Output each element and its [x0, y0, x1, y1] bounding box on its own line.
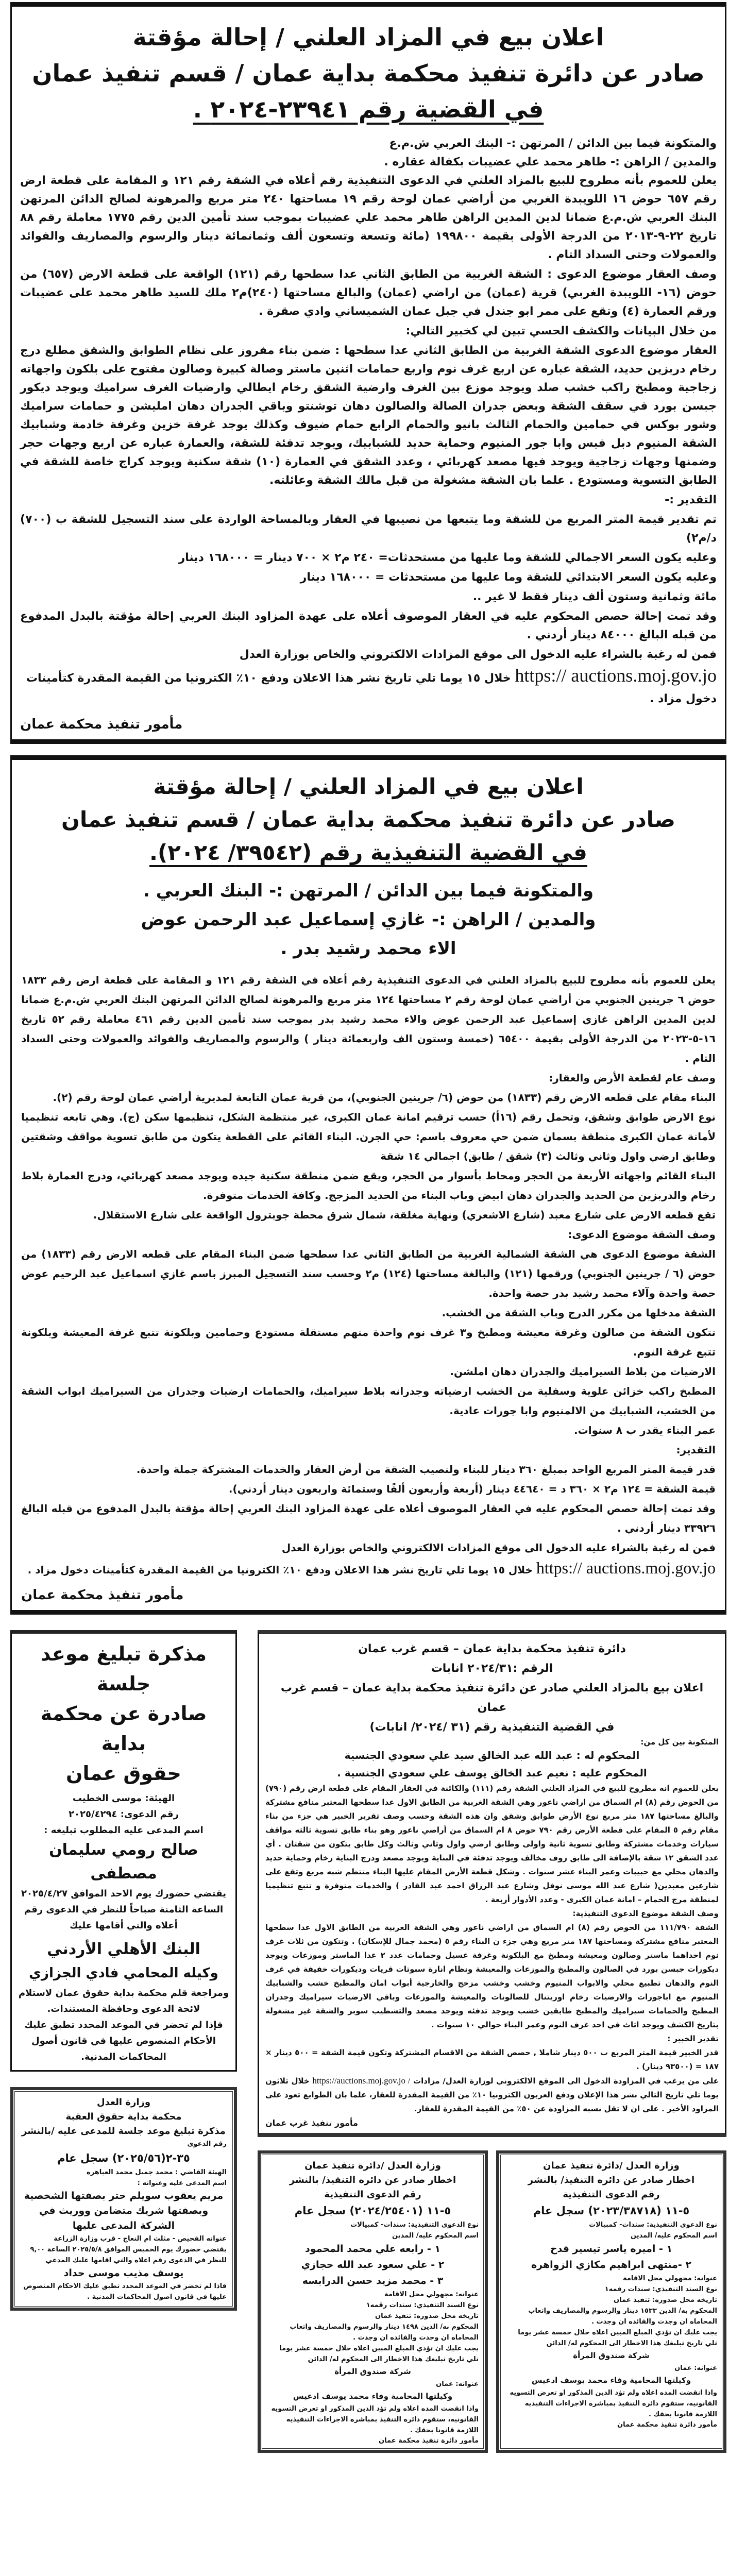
party-line: المحكوم له : عبد الله عبد الخالق سيد علي سعودي الجنسية [344, 1749, 640, 1761]
detail-line: تاريخه محل صدوره: تنفيذ عمان [375, 2312, 479, 2320]
party-line: المحكوم عليه : نعيم عبد الخالق يوسف علي سعودي الجنسية . [337, 1767, 647, 1779]
title-line: مذكرة تبليغ موعد جلسة [40, 1642, 207, 1695]
header-line: اخطار صادر عن دائره التنفيذ/ بالنشر [528, 2175, 695, 2185]
detail-line: نوع السند التنفيذي: سندات رقمه١ [604, 2285, 717, 2293]
paragraph: فمن له رغبة بالشراء عليه الدخول الى موقع المزادات الالكتروني والخاص بوزارة العدل [281, 1541, 716, 1554]
title-line: اعلان بيع في المزاد العلني / إحالة مؤقتة [153, 774, 584, 799]
title-line: صادر عن دائرة تنفيذ محكمة بداية عمان / قسم تنفيذ عمان [61, 807, 675, 832]
paragraph: عمر البناء يقدر ب ٨ سنوات. [574, 1424, 716, 1436]
defendant-address: عنوانه الفحيص - مثلث ام النعاج - قرب وزارة الزراعة [54, 2235, 227, 2243]
hearing-text: يقتضي حضورك يوم الخميس الموافق ٢٠٢٥/٥/٨ الساعة ٩,٠٠ للنظر في الدعوى رقم اعلاه والتي اقامها عليك المدعي [30, 2246, 227, 2264]
paragraph: التقدير :- [665, 494, 717, 506]
parties [20, 134, 717, 172]
case-label: رقم الدعوى [187, 2140, 227, 2148]
defendant-label: اسم المدعى عليه المطلوب تبليغه : [44, 1825, 204, 1836]
creditor-address: عنوانه: عمان [436, 2380, 479, 2388]
creditor-lawyer: وكيلتها المحامية وفاء محمد يوسف ادعيس [293, 2392, 453, 2401]
title-line: اعلان بيع في المزاد العلني / إحالة مؤقتة [132, 23, 604, 51]
deposit-text: خلال ١٥ يوما تلي تاريخ نشر هذا الاعلان ودفع ١٠٪ الكترونيا من القيمة المقدرة كتأمينات دخول مزاد . [27, 1564, 533, 1576]
case-number: ٥-١١ (٢٠٢٣/٣٨٧١٨) سجل عام [533, 2205, 690, 2217]
plaintiff-name: البنك الأهلي الأردني [47, 1940, 200, 1958]
url-paragraph [21, 1557, 716, 1580]
notice-body [265, 1782, 719, 2074]
paragraph: الارضيات من بلاط السيراميك والجدران دهان املشن. [450, 1365, 716, 1378]
defendant-name: مريم يعقوب سويلم حتر بصفتها الشخصية وبصفتها شريك متضامن ووريث في الشركة المدعى عليها [24, 2190, 224, 2231]
detail-line: عنوانه: مجهولي محل الاقامة [384, 2291, 479, 2298]
header-line: رقم الدعوى التنفيذية [563, 2189, 660, 2200]
paragraph: وصف عام لقطعة الأرض والعقار: [549, 1072, 716, 1084]
debtor-name: ٢ - علي سعود عبد الله حجازي [301, 2259, 445, 2270]
header-line: وزارة العدل /دائرة تنفيذ عمان [543, 2160, 680, 2171]
paragraph: من خلال البيانات والكشف الحسي تبين لي كخبير التالي: [405, 325, 717, 337]
auctions-link[interactable]: https://auctions.moj.gov.jo / [312, 2076, 411, 2086]
detail-line: المحكوم به/ الدين ١٥٣٣ دينار والرسوم والمصاريف واتعاب المحاماه ان وجدت والفائده ان وجدت . [528, 2307, 717, 2326]
paragraph: وقد تمت إحالة حصص المحكوم عليه في العقار الموصوف أعلاه على عهدة المزاود البنك العربي إحالة مؤقتة بالبدل المدفوع من قبله البالغ ٣٣٩٢٦ دينار أردني . [21, 1502, 716, 1534]
creditor-lawyer: وكيلتها المحامية وفاء محمد يوسف ادعيس [531, 2376, 691, 2385]
header-line: اعلان بيع بالمزاد العلني صادر عن دائرة تنفيذ محكمة بداية عمان – قسم غرب عمان [280, 1682, 704, 1714]
summons-title [18, 1639, 229, 1788]
defendant-label: اسم المدعى عليه وعنوانه : [137, 2179, 227, 2187]
summons-aqaba [10, 2087, 237, 2311]
party-line: والمتكونة فيما بين الدائن / المرتهن :- البنك العربي . [143, 880, 594, 901]
signature: مأمور تنفيذ محكمة عمان [21, 1587, 184, 1603]
paragraph: وصف العقار موضوع الدعوى : الشقة الغربية من الطابق الثاني عدا سطحها رقم (١٢١) الواقعة على قطعة الارض (٦٥٧) من حوض (١٦- اللويبدة الغربي) قرية (عمان) من اراضي (عمان) والبالغ مساحتها (٢٤٠)م٢ ملك للسيد طاهر محمد على عضيبات ورقم العمارة (٤) وتقع على ممر ابو جندل في جبل عمان الشميساني وادي صقرة . [20, 268, 717, 318]
review-text: ومراجعة قلم محكمة بداية حقوق عمان لاستلام لائحة الدعوى وحافظة المستندات. [18, 1988, 229, 2014]
notice-body [21, 970, 716, 1557]
header-line: الرقم :٢٠٢٤/٣١ انابات [431, 1662, 553, 1675]
summons-header [21, 2095, 227, 2139]
header-line: رقم الدعوى التنفيذية [324, 2189, 421, 2200]
debtor-label: اسم المحكوم عليه/ المدين [631, 2232, 717, 2240]
party-line: الاء محمد رشيد بدر . [280, 938, 456, 959]
notice-title [20, 19, 717, 127]
detail-line: يجب عليك ان تؤدي المبلغ المبين اعلاه خلال خمسة عشر يوما تلي تاريخ تبليغك هذا الاخطار الى المحكوم له/ الدائن [279, 2345, 479, 2363]
execution-notices-row [258, 2150, 726, 2453]
url-paragraph [265, 2074, 719, 2116]
signature: مأمور تنفيذ محكمة عمان [20, 717, 183, 732]
right-column [258, 1630, 726, 2453]
paragraph: تتكون الشقة من صالون وغرفة معيشة ومطبخ و٣ غرف نوم واحدة منهم مستقلة مستودع وحمامين وبلكونة تتبع غرفة المعيشة وبلكونة تتبع غرفة النوم. [21, 1326, 716, 1358]
creditor: شركة صندوق المرأة [573, 2351, 650, 2360]
header-line: اخطار صادر عن دائره التنفيذ/ بالنشر [289, 2175, 456, 2185]
title-line: في القضية التنفيذية رقم (٣٩٥٤٢/ ٢٠٢٤). [149, 840, 587, 865]
notice-body [20, 172, 717, 664]
paragraph: العقار موضوع الدعوى الشقة الغربية من الطابق الثاني عدا سطحها : ضمن بناء مفروز على نظام الطوابق والشقق مطلع درج رخام دربزين حديد، الشقة عباره عن اربع غرف نوم واربع حمامات اثنين ماستر وصالة كبيرة وصالون مفتوح على بلكون واجهاته زجاجية ومطبخ راكب خشب صلد ويوجد موزع بين الغرف وارضية الشقق رخام ايطالي وارضيات الغرف سراميك ويوجد ديكور جبسن بورد في سقف الشقة وبعض جدران الصالة والصالون دهان توشنتو وباقي الجدران دهان امليشن و حمامات سراميك وشور بوكس في حمامين والحمام الثالث بانيو والحمام الرابع حمام ضيوف وكذلك يوجد غرفة خزين وغرفة خادمة وشبابيك الشقة المنيوم دبل فيس وابا جور المنيوم وحماية حديد للشبابيك، ويوجد تدفئة للشقة، والعمارة عباره عن اربع وجهات حجر وضمنها وجهات زجاجية ويوجد فيها مصعد كهربائي ، وعدد الشقق في العمارة (١٠) شقة سكنية ويوجد كراج خاصة للشقة في الطابق التسوية ومستودع . علما بان الشقة مشغولة من قبل مالك الشقة وعائلته. [20, 344, 717, 487]
case-number: رقم الدعوى: ٢٠٢٥/٤٢٩٤ [69, 1809, 179, 1820]
warning-text: فإذا لم تحضر في الموعد المحدد تطبق عليك الأحكام المنصوص عليها في قانون أصول المحاكمات المدنية. [24, 2020, 223, 2062]
execution-notice-25401 [258, 2150, 488, 2453]
details [505, 2273, 717, 2349]
detail-line: تاريخه محل صدوره: تنفيذ عمان [614, 2296, 717, 2304]
parties-label: المتكونة بين كل من: [640, 1737, 719, 1747]
auctions-link[interactable]: https:// auctions.moj.gov.jo [536, 1558, 716, 1577]
left-column [10, 1630, 237, 2311]
notice-header [267, 2159, 479, 2202]
paragraph: البناء مقام على قطعه الارض رقم (١٨٣٣) من حوض (٦/ جرينين الجنوبي)، من قرية عمان التابعة لمديرية أراضي عمان لوحة رقم (٢). [53, 1091, 716, 1104]
paragraph: تقدير الخبير : [667, 2034, 719, 2043]
detail-line: المحكوم به/ الدين ١٤٩٨ دينار والرسوم والمصاريف واتعاب المحاماه ان وجدت والفائده ان وجدت . [290, 2323, 479, 2342]
paragraph: المطبخ راكب خزائن علوية وسفلية من الخشب ارضياته وجدرانه بلاط سيراميك، والحمامات ارضيات وجدران من السيراميك ابواب الشقة من الخشب، الشبابيك من الالمنيوم وابا جورات عادية. [21, 1385, 716, 1417]
header-line: مذكرة تبليغ موعد جلسة للمدعى عليه /بالنشر [22, 2126, 226, 2137]
header-line: محكمة بداية حقوق العقبة [65, 2111, 182, 2122]
paragraph: قدر الخبير قيمة المتر المربع ب ٥٠٠ دينار شاملا , حصص الشقة من الاقسام المشتركة وتكون قيمة الشقة = ٥٠٠ دينار × ١٨٧ = (٩٣٥٠٠ دينار) . [265, 2048, 719, 2071]
notice-header [505, 2159, 717, 2202]
debtor-label: اسم المحكوم عليه/ المدين [392, 2232, 479, 2240]
title-line: حقوق عمان [66, 1762, 181, 1785]
deposit-text: خلال ثلاثون يوما تلي تاريخ التالي نشر هذا الإعلان ودفع العربون الكترونيا ١٠٪ من القيمة المقدرة للعقار، علما بان الطوابع تعود على المزاود الأخير . على ان لا تقل نسبه المزاودة عن ٥٠٪ من القيمة المقدرة للعقار. [265, 2076, 719, 2113]
header-line: دائرة تنفيذ محكمة بداية عمان – قسم غرب عمان [358, 1642, 626, 1655]
title-line: صادر عن دائرة تنفيذ محكمة بداية عمان / قسم تنفيذ عمان [32, 59, 705, 87]
paragraph: وعليه يكون السعر الابتدائي للشقة وما عليها من مستحدثات = ١٦٨٠٠٠ دينار [300, 571, 717, 584]
party-line: والمتكونة فيما بين الدائن / المرتهن :- البنك العربي ش.م.ع [389, 137, 717, 150]
details [267, 2289, 479, 2365]
paragraph: نوع الارض طوابق وشقق، وتحمل رقم (١٦أ) حسب ترقيم امانة عمان الكبرى، غير منتظمة الشكل، تنظيمها سكن (ج). وهي تابعه تنظيميا لأمانة عمان الكبرى منطقة بسمان ضمن حي معروف باسم: حي الجرن. البناء القائم على القطعة يتكون من طابق تسوية مواقف وشقتين وطابق ارضي واول وثاني وثالث (٣) شقق / طابق) اجمالي ١٤ شقة [21, 1111, 716, 1162]
plaintiff-name: يوسف مذيب موسى حداد [63, 2267, 184, 2279]
party-line: والمدين / الراهن :- غازي إسماعيل عبد الرحمن عوض [141, 909, 596, 930]
paragraph: مائة وثمانية وستون ألف دينار فقط لا غير .. [472, 590, 717, 603]
lawyer-name: وكيله المحامي فادي الجزازي [29, 1965, 218, 1981]
header-line: في القضية التنفيذية رقم (٣١ /٢٠٢٤/ انابات) [369, 1721, 615, 1734]
paragraph: يعلن للعموم بأنه مطروح للبيع بالمزاد العلني في الدعوى التنفيذية رقم أعلاه في الشقة رقم ١٢١ و المقامة على قطعة ارض رقم ٦٥٧ حوض ١٦ اللويبدة الغربي من أراضي عمان لوحة رقم ١٩ مساحتها ٢٤٠ متر مربع والمرهونة لصالح الدائن المرتهن البنك العربي ش.م.ع ضمانا لدين المدين الراهن طاهر محمد علي عضيبات بموجب سند تأمين الدين رقم ١٧٧٥ معاملة رقم ٨٨ تاريخ ٢٢-٩-٢٠١٣ من الدرجة الأولى بقيمة ١٩٩٨٠٠ (مائة وتسعة وتسعون ألف وثمانمائة دينار والرسوم والمصاريف والفوائد والعمولات وحتى السداد التام . [20, 174, 717, 261]
paragraph: البناء القائم واجهاته الأربعة من الحجر ومحاط بأسوار من الحجر، ويقع ضمن منطقة سكنية جيده ويوجد مصعد كهربائي، ودرج العمارة بلاط رخام والدربزين من الحديد والجدران دهان ابيض وباب البناء من الحديد المزجج. وكافة الخدمات متوفرة. [21, 1170, 716, 1201]
paragraph: التقدير: [676, 1444, 716, 1456]
paragraph: تم تقدير قيمة المتر المربع من للشقة وما يتبعها من نصيبها في العقار وبالمساحة الواردة على سند التسجيل للشقة ب (٧٠٠) د/م٢) [20, 513, 717, 545]
parties [21, 876, 716, 963]
panel: الهيئة: موسى الخطيب [72, 1793, 175, 1804]
closing-text: واذا انقضت المده اعلاه ولم تؤد الدين المذكور او تعرض التسويه القانونيه، ستقوم دائره التنفيذ بمباشره الاجراءات التنفيذيه اللازمة قانونا بحقك . [510, 2389, 717, 2418]
case-number: ٣٥-٢(٢٠٢٥/٥٦) سجل عام [57, 2152, 190, 2164]
party-line: والمدين / الراهن :- طاهر محمد علي عضيبات بكفالة عقاره . [384, 156, 717, 168]
warning-text: فاذا لم تحضر في الموعد المحدد تطبق عليك الاحكام المنصوص عليها في قانون اصول المحاكمات المدنية . [23, 2282, 227, 2301]
judge: الهيئة القاضي : محمد جميل محمد العباهره [87, 2168, 227, 2176]
debtors [267, 2241, 479, 2289]
parties [265, 1747, 719, 1782]
case-type: نوع الدعوى التنفيذية: سندات- كمبيالات [350, 2221, 479, 2229]
title-line: في القضية رقم ٢٣٩٤١-٢٠٢٤ . [193, 95, 544, 123]
paragraph: يعلن للعموم انه مطروح للبيع في المزاد العلني الشقة رقم (١١١) والكائنة في العقار المقام على قطعة ارض رقم (٧٩٠) من الحوض رقم (٨) ام السماق من اراضي ناعور وهي الشقة الغربية من الطابق الاول عدا سطحها المعتبر منافع مشتركة والبالغ مساحتها ١٨٧ متر مربع نوع الأرض طوابق وشقق وان هذه الشقة وحسب وصف تقرير الخبير هي جزء من بناء مقام رقم ٥ المقام على قطعة الأرض رقم ٧٩٠ حوض ٨ ام السماق من أراضي ناعور وهو بناء طابق تسوية ثالثه مواقف سيارات وخدمات مشتركة وطابق تسوية ثانية واولى وطابق ارضي واول وثاني وثالث وكل طابق يتكون من شقتان . أي عدد الشقق ١٢ شقة بالإضافة الى طابق روف مخالف ويوجد تدفئة في البناية ويوجد مصعد ودرج البناية رخام وحماية حديد والدهان محلي مع حبيبات وعمر البناء عشر سنوات . وشكل قطعة الأرض المقام عليها البناء منتظم شبه مربع وتقع على شارعين معبدين( شارع عبد الله موسى نوفل وشارع عبد الرزاق احمد عبد القادر ) والخدمات متوفرة و تتبع تنظيميا لمنطقة مرج الحمام – امانة عمان الكبرى - وعدد الأدوار أربعة . [265, 1784, 719, 1904]
defendant-name: صالح رومي سليمان مصطفى [49, 1841, 198, 1883]
header-line: وزارة العدل /دائرة تنفيذ عمان [304, 2160, 441, 2171]
url-paragraph [20, 665, 717, 709]
debtors [505, 2241, 717, 2273]
paragraph: تقع قطعه الارض على شارع معبد (شارع الاشعري) ونهاية مغلقة، شمال شرق محطة جوبترول الواقعة على شارع الاستقلال. [93, 1209, 716, 1221]
url-intro: على من يرغب في المزاودة الدخول الى الموقع الالكتروني لوزارة العدل/ مزادات [413, 2076, 719, 2086]
creditor-address: عنوانه: عمان [674, 2364, 717, 2372]
notice-header [265, 1639, 719, 1737]
paragraph: فمن له رغبة بالشراء عليه الدخول الى موقع المزادات الالكتروني والخاص بوزارة العدل [239, 648, 717, 661]
paragraph: وقد تمت إحالة حصص المحكوم عليه في العقار الموصوف أعلاه على عهدة المزاود البنك العربي إحالة مؤقتة بالبدل المدفوع من قبله البالغ ٨٤٠٠٠ دينار أردني . [20, 610, 717, 641]
detail-line: نوع السند التنفيذي: سندات رقمه١ [366, 2301, 479, 2309]
title-line: صادرة عن محكمة بداية [40, 1702, 207, 1755]
debtor-name: ١ - اميره ياسر تيسير قدح [550, 2243, 673, 2255]
paragraph: قدر قيمة المتر المربع الواحد بمبلغ ٣٦٠ دينار للبناء ولنصيب الشقة من أرض العقار والخدمات المشتركة جملة واحدة. [136, 1463, 716, 1476]
notice-title [21, 770, 716, 869]
case-number: ٥-١١ (٢٠٢٤/٢٥٤٠١) سجل عام [294, 2205, 451, 2217]
bottom-notices [10, 1630, 726, 2453]
signature: مأمور دائرة تنفيذ محكمة عمان [617, 2421, 717, 2429]
case-type: نوع الدعوى التنفيذية: سندات- كمبيالات [589, 2221, 717, 2229]
paragraph: الشقة ١١١/٧٩٠ من الحوض رقم (٨) ام السماق من اراضي ناعور وهي الشقة الغربية من الطابق الاول عدا سطحها المعتبر منافع مشتركة ومساحتها ١٨٧ متر مربع وهي جزء ن البناء رقم ٥ (محمد جمال للإسكان) . وتتكون من ثلاث غرف نوم احداهما ماستر وصالون ومعيشة ومطبخ مع البلكونة وغرفة غسيل وحمامات عدد ٢ عدا الماستر وموزعات ويوجد ديكورات جبسن بورد في الصالون والمطبخ والموزعات والمعيشة ونظام انارة سبوتات قريات وديكورات خفيفة في غرف النوم والدهان تطبيع محلي والابواب المنيوم وخشب وخشب مزحج والخارجية أبواب امان والمطبخ خشب والشبابيك المنيوم مع اباجورات والارضيات رخام اوريتنال للصالونات والمعيشة والموزعات وباقي الارضيات سيراميك وجدران المطبخ والحمامات سيراميك والمطبخ طابقين خشب ويوجد تدفئه ويوجد مصعد والتشطيب سوبر والشقة غير مشغولة بتاريخ الكشف ويوجد اثاث في احد غرف النوم وعمر البناء حوالي ١٠ سنوات . [265, 1923, 719, 2029]
auctions-link[interactable]: https:// auctions.moj.gov.jo [515, 665, 717, 686]
execution-notice-38718 [496, 2150, 726, 2453]
closing-text: واذا انقضت المده اعلاه ولم تؤد الدين المذكور او تعرض التسويه القانونيه، ستقوم دائره التنفيذ بمباشره الاجراءات التنفيذيه اللازمة قانونا بحقك . [271, 2405, 479, 2434]
paragraph: وصف الشقة موضوع الدعوى: [568, 1228, 716, 1241]
signature: مأمور تنفيذ غرب عمان [265, 2118, 358, 2128]
paragraph: وصف الشقة موضوع الدعوى التنفيذية: [572, 1909, 719, 1918]
hearing-text: يقتضي حضورك يوم الاحد الموافق ٢٠٢٥/٤/٢٧ الساعة الثامنة صباحاً للنظر في الدعوى رقم أعلاه والتي أقامها عليك [21, 1888, 226, 1931]
deposit-text: خلال ١٥ يوما تلي تاريخ نشر هذا الاعلان ودفع ١٠٪ الكترونيا من القيمة المقدرة كتأمينات دخول مزاد . [26, 672, 717, 705]
creditor: شركة صندوق المرأة [334, 2367, 411, 2376]
paragraph: يعلن للعموم بأنه مطروح للبيع بالمزاد العلني في الدعوى التنفيذية رقم أعلاه في الشقة رقم ١٢١ و المقامة على قطعة ارض رقم ١٨٣٣ حوض ٦ جرينين الجنوبي من أراضي عمان لوحة رقم ٢ مساحتها ١٢٤ متر مربع والمرهونة لصالح الدائن المرتهن البنك العربي ش.م.ع ضمانا لدين المدين الراهن غازي إسماعيل عبد الرحمن عوض والاء محمد رشيد بدر بموجب سند تأمين الدين رقم ٤٦١ معاملة رقم ٥٢ تاريخ ١٦-٥-٢٠٢٣ من الدرجة الأولى بقيمة ٦٥٤٠٠ (خمسة وستون الف واربعمائة دينار ) والرسوم والمصاريف والفوائد والعمولات وحتى السداد التام . [21, 974, 716, 1064]
detail-line: يجب عليك ان تؤدي المبلغ المبين اعلاه خلال خمسة عشر يوما تلي تاريخ تبليغك هذا الاخطار الى المحكوم له/ الدائن [518, 2329, 717, 2347]
auction-notice-39542 [10, 755, 726, 1615]
paragraph: الشقة موضوع الدعوى هي الشقة الشمالية الغربية من الطابق الثاني عدا سطحها ضمن البناء المقام على قطعه الارض رقم (١٨٣٣) من حوض (٦ / جرينين الجنوبي) ورقمها (١٢١) والبالغة مساحتها (١٢٤) م٢ وحسب سند التسجيل المبرز باسم غازي اسماعيل عبد الرحيم عوض حصة واحدة وآلاء محمد رشيد بدر حصة واحدة. [21, 1248, 716, 1299]
debtor-name: ٢ -منتهى ابراهيم مكازي الزواهره [531, 2259, 692, 2270]
header-line: وزارة العدل [96, 2097, 151, 2108]
detail-line: عنوانه: مجهولي محل الاقامة [622, 2275, 717, 2282]
paragraph: قيمة الشقة = ١٢٤ م٢ × ٣٦٠ د = ٤٤٦٤٠ دينار (أربعة وأربعون ألفًا وستمائة واربعون دينار أردني). [228, 1483, 716, 1495]
west-amman-auction-notice [258, 1630, 726, 2137]
debtor-name: ١ - رابعه علي محمد المحمود [304, 2243, 440, 2255]
summons-amman [10, 1630, 237, 2072]
signature: مأمور دائرة تنفيذ محكمة عمان [379, 2437, 479, 2445]
debtor-name: ٣ - محمد مزيد حسن الدرابسه [302, 2275, 444, 2286]
paragraph: الشقة مدخلها من مكرر الدرج وباب الشقة من الخشب. [442, 1307, 716, 1319]
paragraph: وعليه يكون السعر الاجمالي للشقة وما عليها من مستحدثات= ٢٤٠ م٢ × ٧٠٠ دينار = ١٦٨٠٠٠ دينار [178, 551, 717, 564]
auction-notice-23941 [10, 2, 726, 744]
